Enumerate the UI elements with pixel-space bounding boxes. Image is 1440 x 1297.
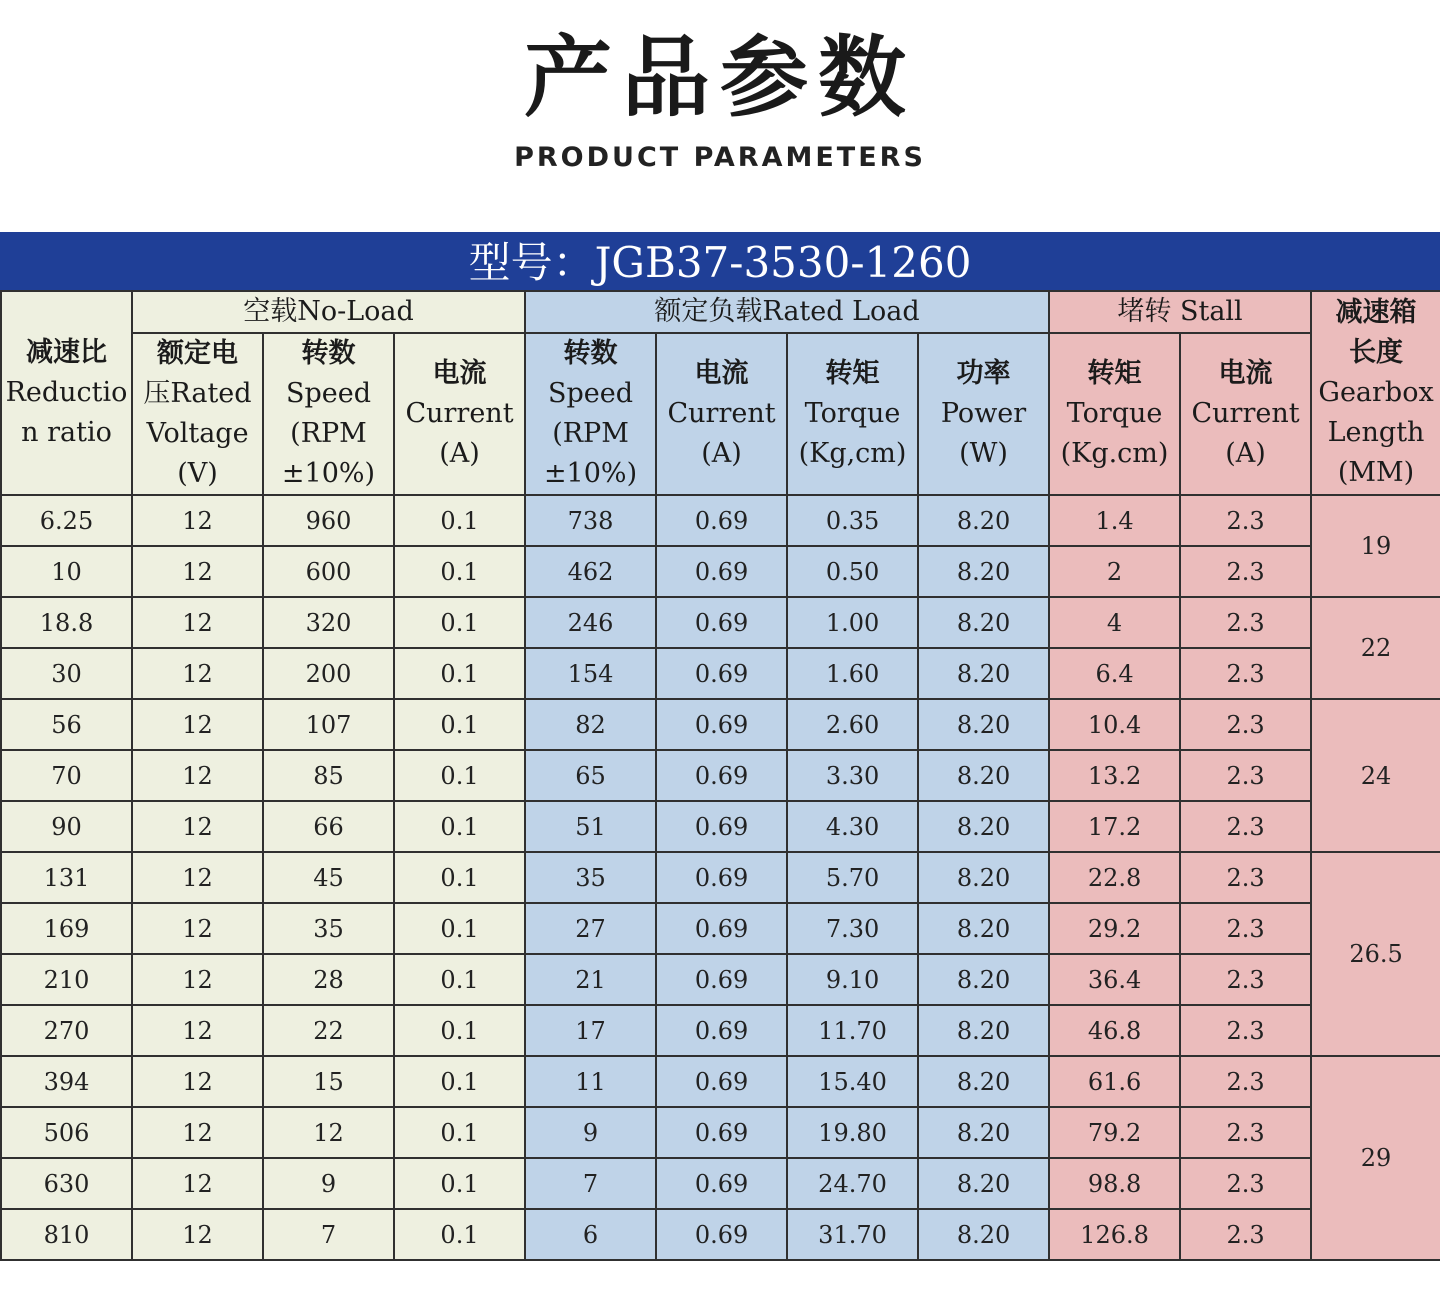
cell-voltage: 12 — [132, 903, 263, 954]
cell-no-load-current: 0.1 — [394, 1056, 525, 1107]
cell-rated-current: 0.69 — [656, 1209, 787, 1260]
cell-rated-speed: 17 — [525, 1005, 656, 1056]
cell-stall-torque: 29.2 — [1049, 903, 1180, 954]
cell-stall-torque: 13.2 — [1049, 750, 1180, 801]
cell-stall-current: 2.3 — [1180, 495, 1311, 546]
header-line: Gearbox — [1318, 377, 1434, 408]
header-rated-voltage — [132, 333, 263, 495]
cell-rated-speed: 246 — [525, 597, 656, 648]
cell-ratio: 90 — [1, 801, 132, 852]
header-no-load-current — [394, 333, 525, 495]
cell-ratio: 6.25 — [1, 495, 132, 546]
cell-rated-current: 0.69 — [656, 1056, 787, 1107]
header-stall-current — [1180, 333, 1311, 495]
cell-rated-power: 8.20 — [918, 597, 1049, 648]
cell-rated-torque: 19.80 — [787, 1107, 918, 1158]
cell-rated-current: 0.69 — [656, 954, 787, 1005]
cell-rated-speed: 11 — [525, 1056, 656, 1107]
header-line: Power — [940, 398, 1027, 429]
cell-stall-torque: 10.4 — [1049, 699, 1180, 750]
header-line: n ratio — [21, 417, 112, 448]
cell-rated-current: 0.69 — [656, 546, 787, 597]
cell-rated-torque: 24.70 — [787, 1158, 918, 1209]
cell-rated-torque: 1.60 — [787, 648, 918, 699]
header-line: Torque — [804, 398, 901, 429]
group-rated-load: 额定负载Rated Load — [525, 291, 1049, 333]
cell-rated-power: 8.20 — [918, 903, 1049, 954]
cell-no-load-current: 0.1 — [394, 699, 525, 750]
cell-rated-power: 8.20 — [918, 852, 1049, 903]
cell-no-load-speed: 85 — [263, 750, 394, 801]
cell-ratio: 70 — [1, 750, 132, 801]
cell-voltage: 12 — [132, 1107, 263, 1158]
table-row — [1, 903, 1440, 954]
cell-rated-power: 8.20 — [918, 1107, 1049, 1158]
cell-stall-current: 2.3 — [1180, 648, 1311, 699]
cell-rated-current: 0.69 — [656, 648, 787, 699]
cell-rated-torque: 11.70 — [787, 1005, 918, 1056]
cell-no-load-speed: 28 — [263, 954, 394, 1005]
cell-voltage: 12 — [132, 597, 263, 648]
cell-stall-current: 2.3 — [1180, 954, 1311, 1005]
cell-rated-torque: 4.30 — [787, 801, 918, 852]
cell-no-load-speed: 320 — [263, 597, 394, 648]
cell-stall-current: 2.3 — [1180, 750, 1311, 801]
table-row — [1, 648, 1440, 699]
cell-rated-speed: 82 — [525, 699, 656, 750]
page-subtitle: PRODUCT PARAMETERS — [514, 142, 926, 173]
cell-voltage: 12 — [132, 750, 263, 801]
header-reduction-ratio — [1, 291, 132, 495]
cell-stall-current: 2.3 — [1180, 1209, 1311, 1260]
cell-no-load-current: 0.1 — [394, 1107, 525, 1158]
cell-gearbox-length: 19 — [1311, 495, 1440, 597]
header-rated-torque — [787, 333, 918, 495]
header-no-load-speed — [263, 333, 394, 495]
cell-stall-torque: 6.4 — [1049, 648, 1180, 699]
cell-rated-speed: 462 — [525, 546, 656, 597]
cell-voltage: 12 — [132, 1005, 263, 1056]
cell-rated-current: 0.69 — [656, 699, 787, 750]
cell-no-load-speed: 15 — [263, 1056, 394, 1107]
header-line: Reductio — [5, 377, 128, 408]
cell-rated-torque: 0.50 — [787, 546, 918, 597]
cell-gearbox-length: 24 — [1311, 699, 1440, 852]
cell-rated-speed: 7 — [525, 1158, 656, 1209]
cell-ratio: 30 — [1, 648, 132, 699]
cell-rated-current: 0.69 — [656, 1107, 787, 1158]
cell-stall-current: 2.3 — [1180, 597, 1311, 648]
cell-stall-current: 2.3 — [1180, 1107, 1311, 1158]
cell-no-load-current: 0.1 — [394, 648, 525, 699]
header-rated-power — [918, 333, 1049, 495]
table-body — [1, 495, 1440, 1260]
header-line: (RPM — [552, 418, 629, 449]
cell-voltage: 12 — [132, 546, 263, 597]
cell-rated-speed: 738 — [525, 495, 656, 546]
cell-rated-power: 8.20 — [918, 495, 1049, 546]
cell-stall-torque: 1.4 — [1049, 495, 1180, 546]
header-rated-current — [656, 333, 787, 495]
cell-rated-power: 8.20 — [918, 546, 1049, 597]
header-line: Current — [667, 398, 776, 429]
header-line: (A) — [439, 438, 480, 469]
cell-rated-speed: 27 — [525, 903, 656, 954]
cell-stall-torque: 17.2 — [1049, 801, 1180, 852]
cell-stall-current: 2.3 — [1180, 699, 1311, 750]
cell-stall-torque: 98.8 — [1049, 1158, 1180, 1209]
cell-rated-speed: 6 — [525, 1209, 656, 1260]
cell-rated-torque: 1.00 — [787, 597, 918, 648]
cell-gearbox-length: 29 — [1311, 1056, 1440, 1260]
header-line: 长度 — [1349, 337, 1404, 368]
cell-voltage: 12 — [132, 1209, 263, 1260]
cell-rated-current: 0.69 — [656, 1158, 787, 1209]
table-row — [1, 1107, 1440, 1158]
cell-no-load-current: 0.1 — [394, 495, 525, 546]
cell-voltage: 12 — [132, 852, 263, 903]
header-line: (Kg.cm) — [1060, 438, 1169, 469]
cell-gearbox-length: 22 — [1311, 597, 1440, 699]
header-line: (RPM — [290, 418, 367, 449]
cell-ratio: 131 — [1, 852, 132, 903]
header-line: (Kg,cm) — [798, 438, 907, 469]
cell-stall-current: 2.3 — [1180, 801, 1311, 852]
cell-stall-current: 2.3 — [1180, 1005, 1311, 1056]
cell-rated-speed: 51 — [525, 801, 656, 852]
cell-rated-torque: 0.35 — [787, 495, 918, 546]
cell-no-load-speed: 107 — [263, 699, 394, 750]
cell-rated-power: 8.20 — [918, 648, 1049, 699]
header-line: Voltage — [146, 418, 249, 449]
header-line: (V) — [177, 458, 218, 489]
header-line: Current — [405, 398, 514, 429]
cell-rated-speed: 9 — [525, 1107, 656, 1158]
cell-stall-current: 2.3 — [1180, 903, 1311, 954]
cell-stall-torque: 126.8 — [1049, 1209, 1180, 1260]
header-rated-speed — [525, 333, 656, 495]
cell-stall-torque: 61.6 — [1049, 1056, 1180, 1107]
cell-rated-current: 0.69 — [656, 801, 787, 852]
header-line: ±10%) — [543, 458, 638, 489]
cell-rated-torque: 9.10 — [787, 954, 918, 1005]
header-line: (A) — [1225, 438, 1266, 469]
header-line: (A) — [701, 438, 742, 469]
cell-rated-current: 0.69 — [656, 852, 787, 903]
cell-no-load-current: 0.1 — [394, 750, 525, 801]
cell-rated-torque: 5.70 — [787, 852, 918, 903]
cell-rated-current: 0.69 — [656, 597, 787, 648]
header-line: 电流 — [1218, 358, 1273, 389]
table-row — [1, 750, 1440, 801]
cell-rated-power: 8.20 — [918, 801, 1049, 852]
cell-no-load-current: 0.1 — [394, 852, 525, 903]
cell-ratio: 394 — [1, 1056, 132, 1107]
cell-no-load-speed: 960 — [263, 495, 394, 546]
cell-voltage: 12 — [132, 1158, 263, 1209]
header-line: 压Rated — [143, 378, 252, 409]
cell-ratio: 56 — [1, 699, 132, 750]
header-line: (MM) — [1337, 457, 1415, 488]
cell-stall-torque: 79.2 — [1049, 1107, 1180, 1158]
header-line: Speed — [548, 378, 634, 409]
cell-no-load-speed: 35 — [263, 903, 394, 954]
cell-ratio: 810 — [1, 1209, 132, 1260]
header-line: Length — [1327, 417, 1425, 448]
cell-voltage: 12 — [132, 801, 263, 852]
group-no-load: 空载No-Load — [132, 291, 525, 333]
table-row — [1, 801, 1440, 852]
cell-ratio: 10 — [1, 546, 132, 597]
cell-rated-current: 0.69 — [656, 495, 787, 546]
table-row — [1, 852, 1440, 903]
cell-rated-power: 8.20 — [918, 699, 1049, 750]
header-line: Speed — [285, 378, 372, 409]
cell-stall-current: 2.3 — [1180, 546, 1311, 597]
cell-voltage: 12 — [132, 495, 263, 546]
cell-no-load-speed: 66 — [263, 801, 394, 852]
cell-no-load-current: 0.1 — [394, 903, 525, 954]
cell-no-load-speed: 12 — [263, 1107, 394, 1158]
page-title: 产品参数 — [523, 26, 916, 129]
cell-rated-torque: 2.60 — [787, 699, 918, 750]
table-row — [1, 546, 1440, 597]
header-line: 转数 — [563, 338, 618, 369]
cell-no-load-speed: 600 — [263, 546, 394, 597]
header-stall-torque — [1049, 333, 1180, 495]
cell-rated-torque: 31.70 — [787, 1209, 918, 1260]
cell-rated-power: 8.20 — [918, 1158, 1049, 1209]
header-line: 电流 — [432, 358, 487, 389]
table-row — [1, 1056, 1440, 1107]
cell-stall-torque: 4 — [1049, 597, 1180, 648]
cell-ratio: 630 — [1, 1158, 132, 1209]
table-row — [1, 954, 1440, 1005]
table-row — [1, 1158, 1440, 1209]
cell-rated-power: 8.20 — [918, 1209, 1049, 1260]
cell-voltage: 12 — [132, 699, 263, 750]
cell-no-load-speed: 9 — [263, 1158, 394, 1209]
cell-gearbox-length: 26.5 — [1311, 852, 1440, 1056]
cell-rated-torque: 15.40 — [787, 1056, 918, 1107]
header-line: 额定电 — [157, 338, 238, 369]
cell-no-load-current: 0.1 — [394, 1209, 525, 1260]
cell-rated-power: 8.20 — [918, 1056, 1049, 1107]
cell-rated-speed: 65 — [525, 750, 656, 801]
header-line: 转矩 — [825, 358, 880, 389]
cell-no-load-current: 0.1 — [394, 801, 525, 852]
table-row — [1, 495, 1440, 546]
cell-rated-torque: 3.30 — [787, 750, 918, 801]
cell-ratio: 18.8 — [1, 597, 132, 648]
table-row — [1, 699, 1440, 750]
model-banner: 型号：JGB37-3530-1260 — [0, 232, 1440, 290]
cell-rated-speed: 35 — [525, 852, 656, 903]
cell-stall-torque: 22.8 — [1049, 852, 1180, 903]
cell-no-load-speed: 7 — [263, 1209, 394, 1260]
cell-stall-torque: 46.8 — [1049, 1005, 1180, 1056]
cell-no-load-speed: 22 — [263, 1005, 394, 1056]
cell-stall-torque: 2 — [1049, 546, 1180, 597]
group-stall: 堵转 Stall — [1049, 291, 1311, 333]
cell-no-load-speed: 200 — [263, 648, 394, 699]
table-row — [1, 1005, 1440, 1056]
cell-ratio: 169 — [1, 903, 132, 954]
cell-stall-current: 2.3 — [1180, 1158, 1311, 1209]
header-line: 转数 — [301, 338, 356, 369]
table-row — [1, 1209, 1440, 1260]
cell-stall-current: 2.3 — [1180, 852, 1311, 903]
cell-rated-current: 0.69 — [656, 750, 787, 801]
cell-no-load-current: 0.1 — [394, 954, 525, 1005]
cell-ratio: 210 — [1, 954, 132, 1005]
cell-no-load-current: 0.1 — [394, 546, 525, 597]
cell-ratio: 506 — [1, 1107, 132, 1158]
cell-voltage: 12 — [132, 1056, 263, 1107]
header-gearbox-length — [1311, 291, 1440, 495]
cell-no-load-current: 0.1 — [394, 1158, 525, 1209]
header-line: Current — [1191, 398, 1300, 429]
parameters-table — [0, 290, 1440, 1261]
cell-rated-speed: 154 — [525, 648, 656, 699]
header-line: 减速箱 — [1335, 297, 1417, 328]
cell-stall-torque: 36.4 — [1049, 954, 1180, 1005]
cell-no-load-current: 0.1 — [394, 1005, 525, 1056]
table-row — [1, 597, 1440, 648]
header-line: 转矩 — [1087, 358, 1142, 389]
cell-rated-power: 8.20 — [918, 750, 1049, 801]
cell-no-load-speed: 45 — [263, 852, 394, 903]
header-line: 减速比 — [26, 337, 107, 368]
cell-voltage: 12 — [132, 648, 263, 699]
cell-rated-power: 8.20 — [918, 1005, 1049, 1056]
header-line: ±10%) — [281, 458, 376, 489]
cell-rated-current: 0.69 — [656, 1005, 787, 1056]
cell-no-load-current: 0.1 — [394, 597, 525, 648]
cell-rated-current: 0.69 — [656, 903, 787, 954]
cell-rated-speed: 21 — [525, 954, 656, 1005]
cell-ratio: 270 — [1, 1005, 132, 1056]
cell-stall-current: 2.3 — [1180, 1056, 1311, 1107]
cell-rated-power: 8.20 — [918, 954, 1049, 1005]
header-line: 电流 — [694, 358, 749, 389]
header-line: 功率 — [956, 358, 1011, 389]
header-line: (W) — [959, 438, 1008, 469]
cell-voltage: 12 — [132, 954, 263, 1005]
header-line: Torque — [1066, 398, 1163, 429]
cell-rated-torque: 7.30 — [787, 903, 918, 954]
